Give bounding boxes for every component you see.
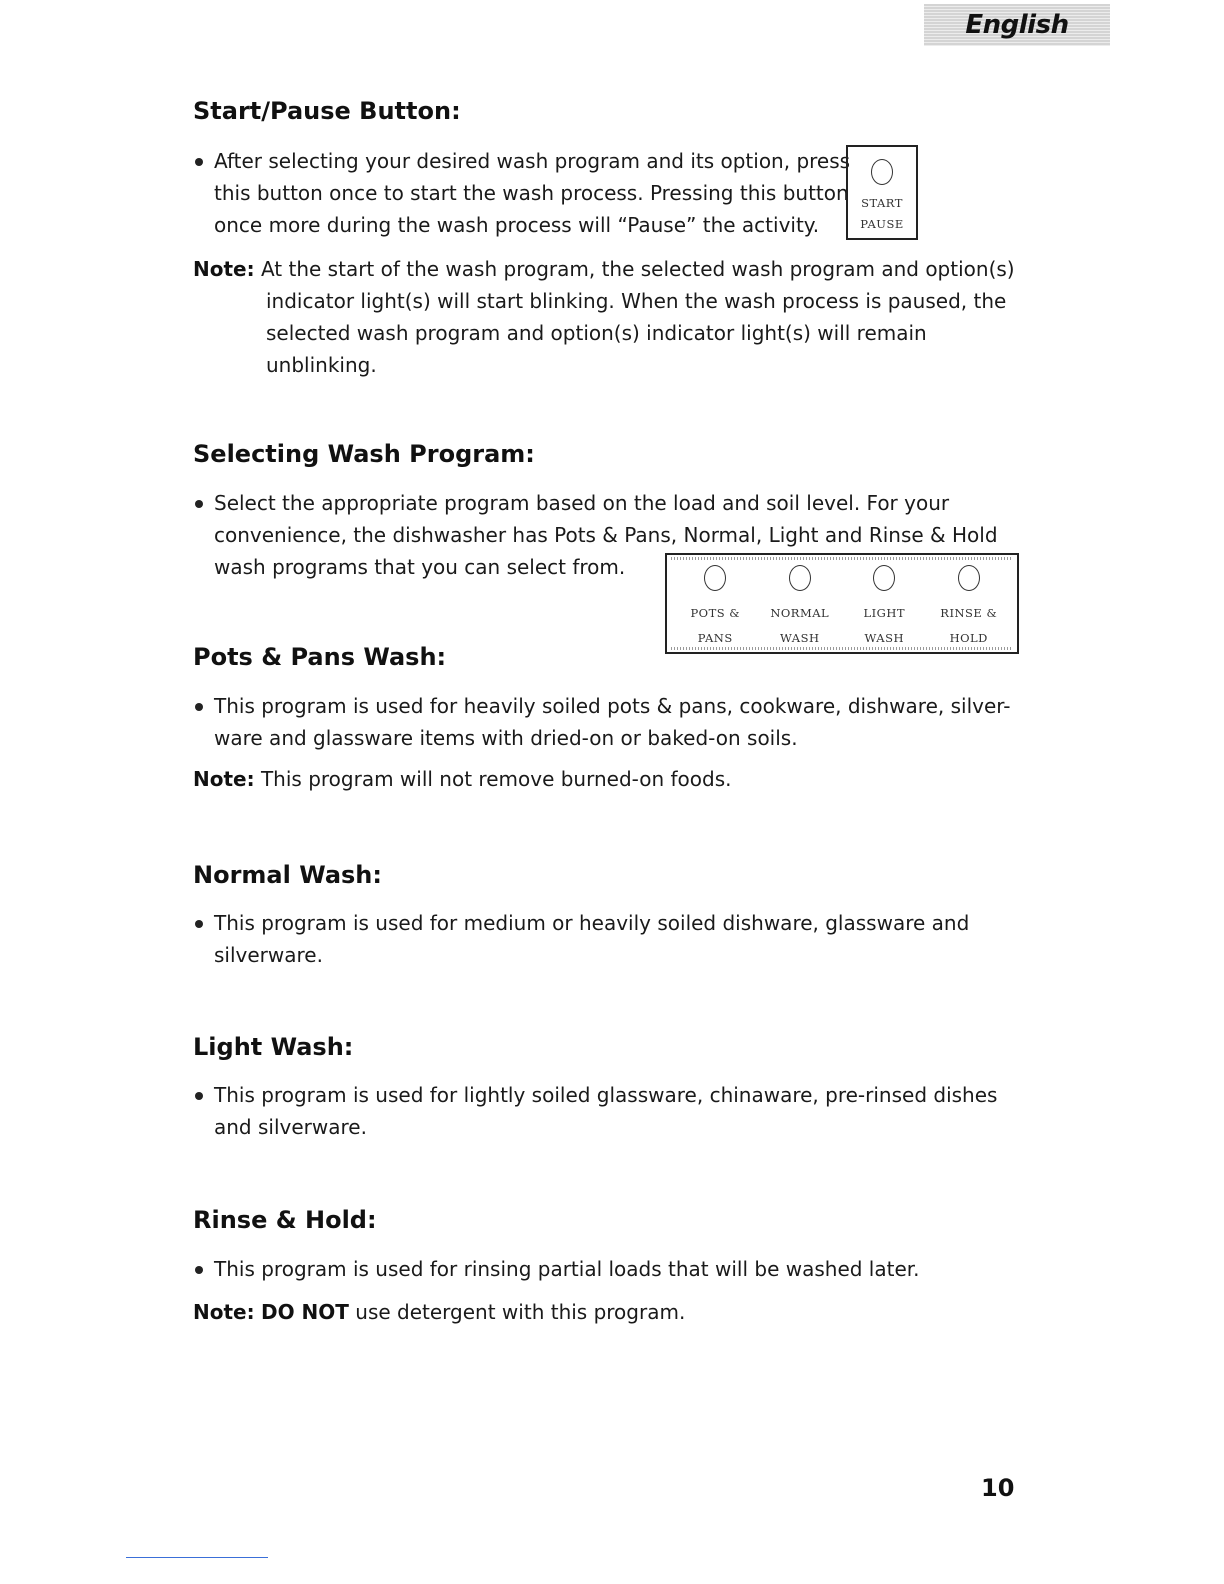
indicator-circle-icon xyxy=(704,565,726,591)
bullet-dot-icon xyxy=(195,703,203,711)
note-emphasis: DO NOT xyxy=(260,1300,349,1324)
program-label: NORMAL xyxy=(770,606,830,620)
note-text: use detergent with this program. xyxy=(355,1300,686,1324)
text-line: this button once to start the wash process. Pressing this button xyxy=(214,181,849,205)
bullet-dot-icon xyxy=(195,920,203,928)
text-line: indicator light(s) will start blinking. When the wash process is paused, the xyxy=(266,289,1007,313)
bullet-light xyxy=(193,1079,997,1143)
text-line: At the start of the wash program, the selected wash program and option(s) xyxy=(260,257,1015,281)
bullet-start-pause xyxy=(193,145,850,241)
text-line: once more during the wash process will “Pause” the activity. xyxy=(214,213,820,237)
note-start-pause xyxy=(193,253,1015,381)
wash-program-panel-diagram xyxy=(665,553,1019,654)
note-text: This program will not remove burned-on foods. xyxy=(260,767,732,791)
bullet-dot-icon xyxy=(195,1266,203,1274)
bullet-dot-icon xyxy=(195,158,203,166)
program-label: LIGHT xyxy=(863,606,906,620)
text-line: Select the appropriate program based on the load and soil level. For your xyxy=(214,491,950,515)
program-rinse-hold xyxy=(927,565,1011,652)
footer-divider xyxy=(126,1557,268,1558)
start-pause-indicator-circle-icon xyxy=(871,159,893,185)
text-line: unblinking. xyxy=(266,353,377,377)
text-line: selected wash program and option(s) indicator light(s) will remain xyxy=(266,321,927,345)
note-label: Note: xyxy=(193,1300,255,1324)
program-normal-wash xyxy=(758,565,842,652)
program-label: POTS & xyxy=(690,606,741,620)
bullet-dot-icon xyxy=(195,500,203,508)
language-label: English xyxy=(965,10,1069,40)
heading-selecting-wash-program: Selecting Wash Program: xyxy=(193,440,535,468)
pause-label: PAUSE xyxy=(860,217,904,231)
heading-start-pause: Start/Pause Button: xyxy=(193,97,461,125)
language-tab xyxy=(924,4,1110,46)
text-line: and silverware. xyxy=(214,1115,367,1139)
note-label: Note: xyxy=(193,767,255,791)
bullet-normal xyxy=(193,907,969,971)
program-label: PANS xyxy=(697,631,733,645)
start-pause-button-diagram xyxy=(846,145,918,240)
program-label: WASH xyxy=(780,631,820,645)
program-label: HOLD xyxy=(949,631,988,645)
bullet-rinse-hold xyxy=(193,1253,920,1285)
heading-normal-wash: Normal Wash: xyxy=(193,861,382,889)
indicator-circle-icon xyxy=(958,565,980,591)
heading-rinse-hold: Rinse & Hold: xyxy=(193,1206,377,1234)
program-label: RINSE & xyxy=(940,606,998,620)
text-line: This program is used for heavily soiled pots & pans, cookware, dishware, silver- xyxy=(214,694,1011,718)
text-line: ware and glassware items with dried-on or baked-on soils. xyxy=(214,726,798,750)
text-line: After selecting your desired wash program and its option, press xyxy=(214,149,851,173)
text-line: convenience, the dishwasher has Pots & Pans, Normal, Light and Rinse & Hold xyxy=(214,523,998,547)
program-light-wash xyxy=(842,565,926,652)
note-pots-pans xyxy=(193,763,732,795)
page-number: 10 xyxy=(981,1474,1015,1502)
text-line: This program is used for rinsing partial loads that will be washed later. xyxy=(214,1257,920,1281)
text-line: This program is used for medium or heavily soiled dishware, glassware and xyxy=(214,911,970,935)
heading-pots-pans-wash: Pots & Pans Wash: xyxy=(193,643,447,671)
text-line: wash programs that you can select from. xyxy=(214,555,626,579)
bullet-pots-pans xyxy=(193,690,1010,754)
start-label: START xyxy=(861,196,903,210)
heading-light-wash: Light Wash: xyxy=(193,1033,354,1061)
indicator-circle-icon xyxy=(873,565,895,591)
indicator-circle-icon xyxy=(789,565,811,591)
program-label: WASH xyxy=(864,631,904,645)
note-rinse-hold xyxy=(193,1296,685,1328)
program-pots-pans xyxy=(673,565,757,652)
bullet-dot-icon xyxy=(195,1092,203,1100)
note-label: Note: xyxy=(193,257,255,281)
text-line: This program is used for lightly soiled glassware, chinaware, pre-rinsed dishes xyxy=(214,1083,998,1107)
text-line: silverware. xyxy=(214,943,323,967)
